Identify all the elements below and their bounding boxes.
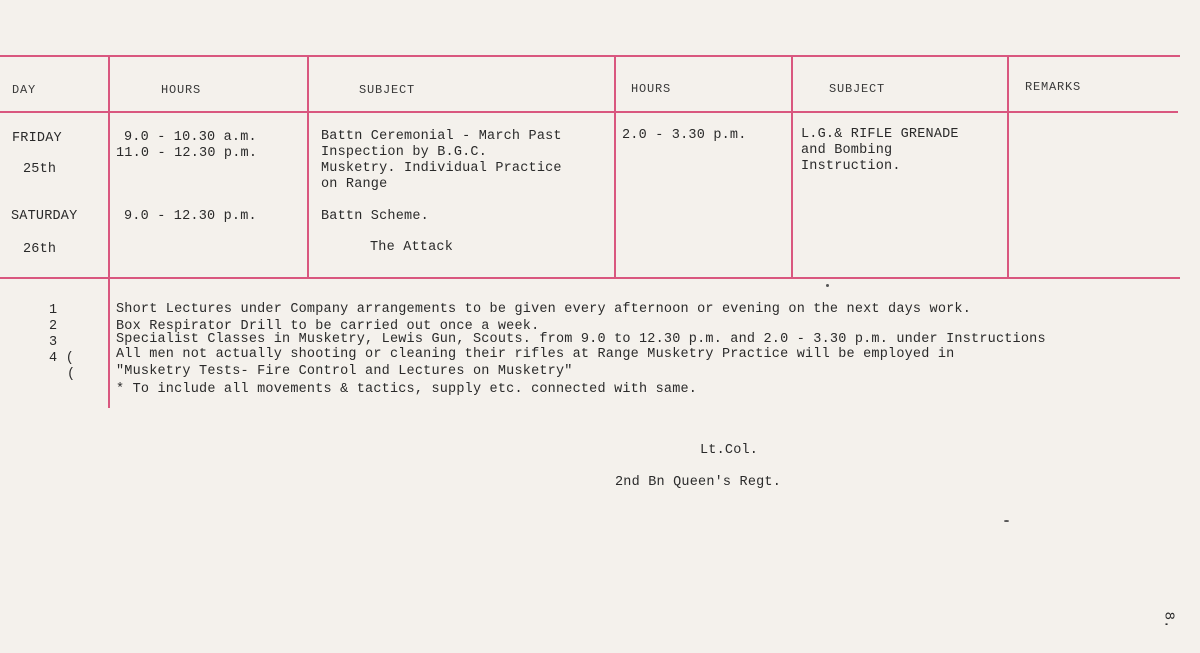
note-line-1: Short Lectures under Company arrangements to be given every afternoon or evening on the next days work. <box>116 302 972 317</box>
saturday-date: 26th <box>23 242 57 257</box>
note-number-2: 2 <box>49 319 58 334</box>
saturday-subject: Battn Scheme. <box>321 209 429 224</box>
note-number-4: 4 ( <box>49 351 75 366</box>
col-divider-1 <box>108 56 110 408</box>
table-top-rule <box>0 55 1180 57</box>
note-number-1: 1 <box>49 303 58 318</box>
signature-unit: 2nd Bn Queen's Regt. <box>615 475 782 490</box>
header-subject-afternoon: SUBJECT <box>829 82 886 96</box>
table-bottom-rule <box>0 277 1180 279</box>
friday-subject-line-3: Musketry. Individual Practice <box>321 161 562 176</box>
note-line-4: All men not actually shooting or cleaning their rifles at Range Musketry Practice will be employed in <box>116 347 955 362</box>
header-day: DAY <box>12 83 37 97</box>
note-number-4-bracket: ( <box>67 367 76 382</box>
note-line-2: Box Respirator Drill to be carried out once a week. <box>116 319 540 334</box>
col-divider-2 <box>307 56 309 278</box>
friday-date: 25th <box>23 162 57 177</box>
note-line-6: * To include all movements & tactics, supply etc. connected with same. <box>116 382 698 397</box>
friday-afternoon-subject-line-1: L.G.& RIFLE GRENADE <box>801 127 959 142</box>
header-hours-afternoon: HOURS <box>631 82 672 96</box>
friday-afternoon-subject-line-3: Instruction. <box>801 159 901 174</box>
friday-subject-line-4: on Range <box>321 177 388 192</box>
page-number: 8. <box>1160 611 1177 629</box>
ink-speck <box>826 284 829 287</box>
col-divider-5 <box>1007 56 1009 278</box>
friday-afternoon-hours: 2.0 - 3.30 p.m. <box>622 128 747 143</box>
friday-subject-line-2: Inspection by B.G.C. <box>321 145 488 160</box>
header-remarks: REMARKS <box>1025 80 1082 94</box>
signature-rank: Lt.Col. <box>700 443 759 458</box>
col-divider-3 <box>614 56 616 278</box>
header-bottom-rule <box>0 111 1178 113</box>
saturday-day: SATURDAY <box>11 209 78 224</box>
saturday-subject-detail: The Attack <box>370 240 454 255</box>
note-line-5: "Musketry Tests- Fire Control and Lectures on Musketry" <box>116 364 573 379</box>
friday-hours-a: 9.0 - 10.30 a.m. <box>124 130 257 145</box>
note-line-3: Specialist Classes in Musketry, Lewis Gun, Scouts. from 9.0 to 12.30 p.m. and 2.0 - 3.30 p.m. under Instructions <box>116 332 1046 347</box>
friday-hours-b: 11.0 - 12.30 p.m. <box>116 146 258 161</box>
header-subject-morning: SUBJECT <box>359 83 416 97</box>
saturday-hours: 9.0 - 12.30 p.m. <box>124 209 257 224</box>
col-divider-4 <box>791 56 793 278</box>
friday-subject-line-1: Battn Ceremonial - March Past <box>321 129 562 144</box>
note-number-3: 3 <box>49 335 58 350</box>
ink-speck <box>1004 520 1009 522</box>
friday-day: FRIDAY <box>12 131 62 146</box>
friday-afternoon-subject-line-2: and Bombing <box>801 143 893 158</box>
header-hours-morning: HOURS <box>161 83 202 97</box>
